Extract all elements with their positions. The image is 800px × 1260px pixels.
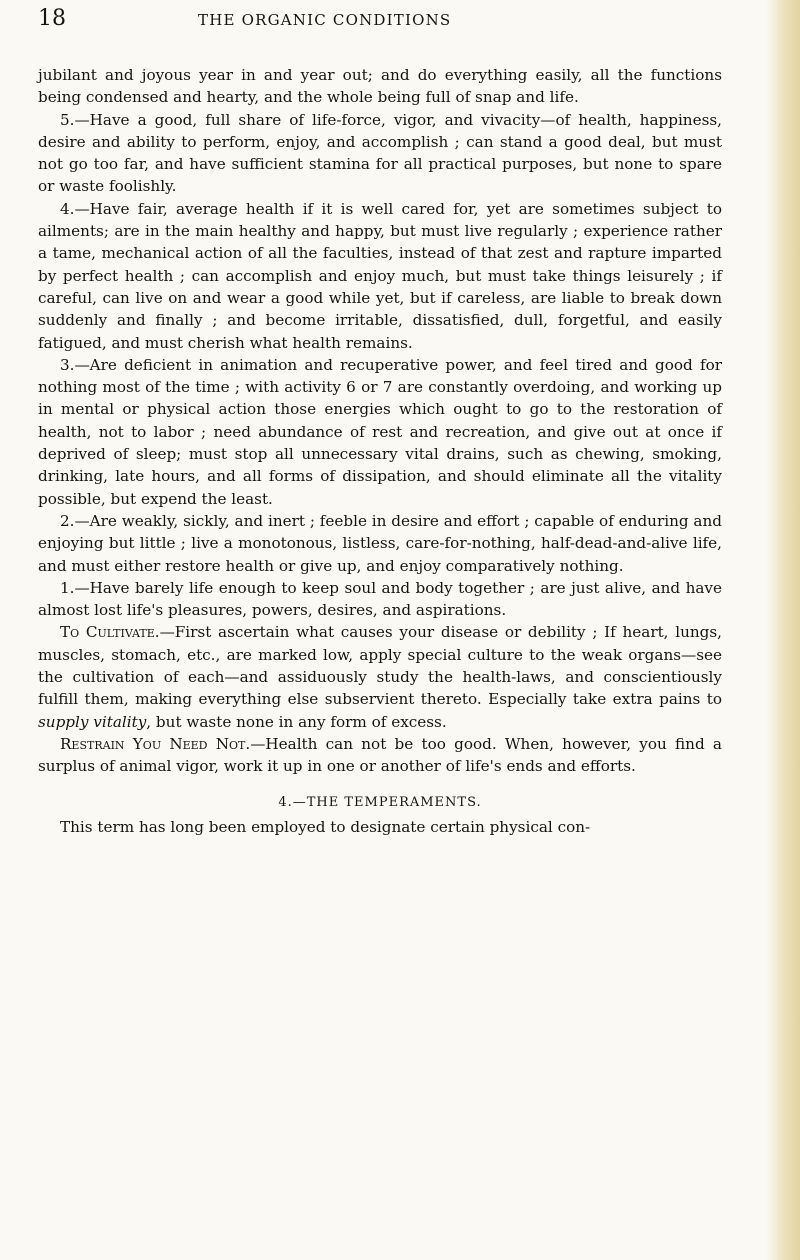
section-first-line: This term has long been employed to designate certain physical con- <box>60 817 591 836</box>
restrain-text: —Health can not be too good. When, however, you find a surplus of animal vigor, work it up in one or another of life's ends and efforts. <box>38 734 722 776</box>
paragraph-to-cultivate <box>38 621 722 732</box>
paragraph-continuation: jubilant and joyous year in and year out; and do everything easily, all the functions being condensed and hearty, and the whole being full of snap and life. <box>38 66 722 107</box>
section-heading: 4.—THE TEMPERAMENTS. <box>278 794 482 810</box>
page-body <box>38 64 722 838</box>
page-edge-shadow <box>766 0 800 1260</box>
paragraph-rank-4: 4.—Have fair, average health if it is well cared for, yet are sometimes subject to ailments; are in the main healthy and happy, but must live regularly ; experience rather a tame, mechanical action of all the faculties, instead of that zest and rapture imparted by perfect health ; can accomplish and enjoy much, but must take things leisurely ; if careful, can live on and wear a good while yet, but if careless, are liable to break down suddenly and finally ; and become irritable, dissatisfied, dull, forgetful, and easily fatigued, and must cherish what health remains. <box>38 199 722 352</box>
cultivate-italic: supply vitality <box>38 712 147 731</box>
page-header <box>38 6 718 34</box>
paragraph-rank-2: 2.—Are weakly, sickly, and inert ; feeble in desire and effort ; capable of enduring and enjoying but little ; live a monotonous, listless, care-for-nothing, half-dead-and-alive life, and must either restore health or give up, and enjoy comparatively nothing. <box>38 511 722 575</box>
paragraph-rank-5: 5.—Have a good, full share of life-force, vigor, and vivacity—of health, happiness, desire and ability to perform, enjoy, and accomplish ; can stand a good deal, but must not go too far, and have sufficient stamina for all practical purposes, but none to spare or waste foolishly. <box>38 110 722 196</box>
cultivate-lead: To Cultivate. <box>60 623 160 642</box>
paragraph-rank-3: 3.—Are deficient in animation and recuperative power, and feel tired and good for nothing most of the time ; with activity 6 or 7 are constantly overdoing, and working up in mental or physical action those energies which ought to go to the restoration of health, not to labor ; need abundance of rest and recreation, and give out at once if deprived of sleep; must stop all unnecessary vital drains, such as chewing, smoking, drinking, late hours, and all forms of dissipation, and should eliminate all the vitality possible, but expend the least. <box>38 355 722 508</box>
cultivate-text-a: —First ascertain what causes your disease or debility ; If heart, lungs, muscles, stomach, etc., are marked low, apply special culture to the weak organs—see the cultivation of each—and assiduously study the health-laws, and conscientiously fulfill them, making everything else subservient thereto. Especially take extra pains to <box>38 623 722 709</box>
paragraph-restrain <box>38 733 722 778</box>
restrain-lead: Restrain You Need Not. <box>60 734 251 753</box>
running-title: THE ORGANIC CONDITIONS <box>198 11 452 29</box>
paragraph-rank-1: 1.—Have barely life enough to keep soul and body together ; are just alive, and have almost lost life's pleasures, powers, desires, and aspirations. <box>38 578 722 620</box>
page-number: 18 <box>38 6 66 31</box>
cultivate-text-b: , but waste none in any form of excess. <box>146 712 447 731</box>
